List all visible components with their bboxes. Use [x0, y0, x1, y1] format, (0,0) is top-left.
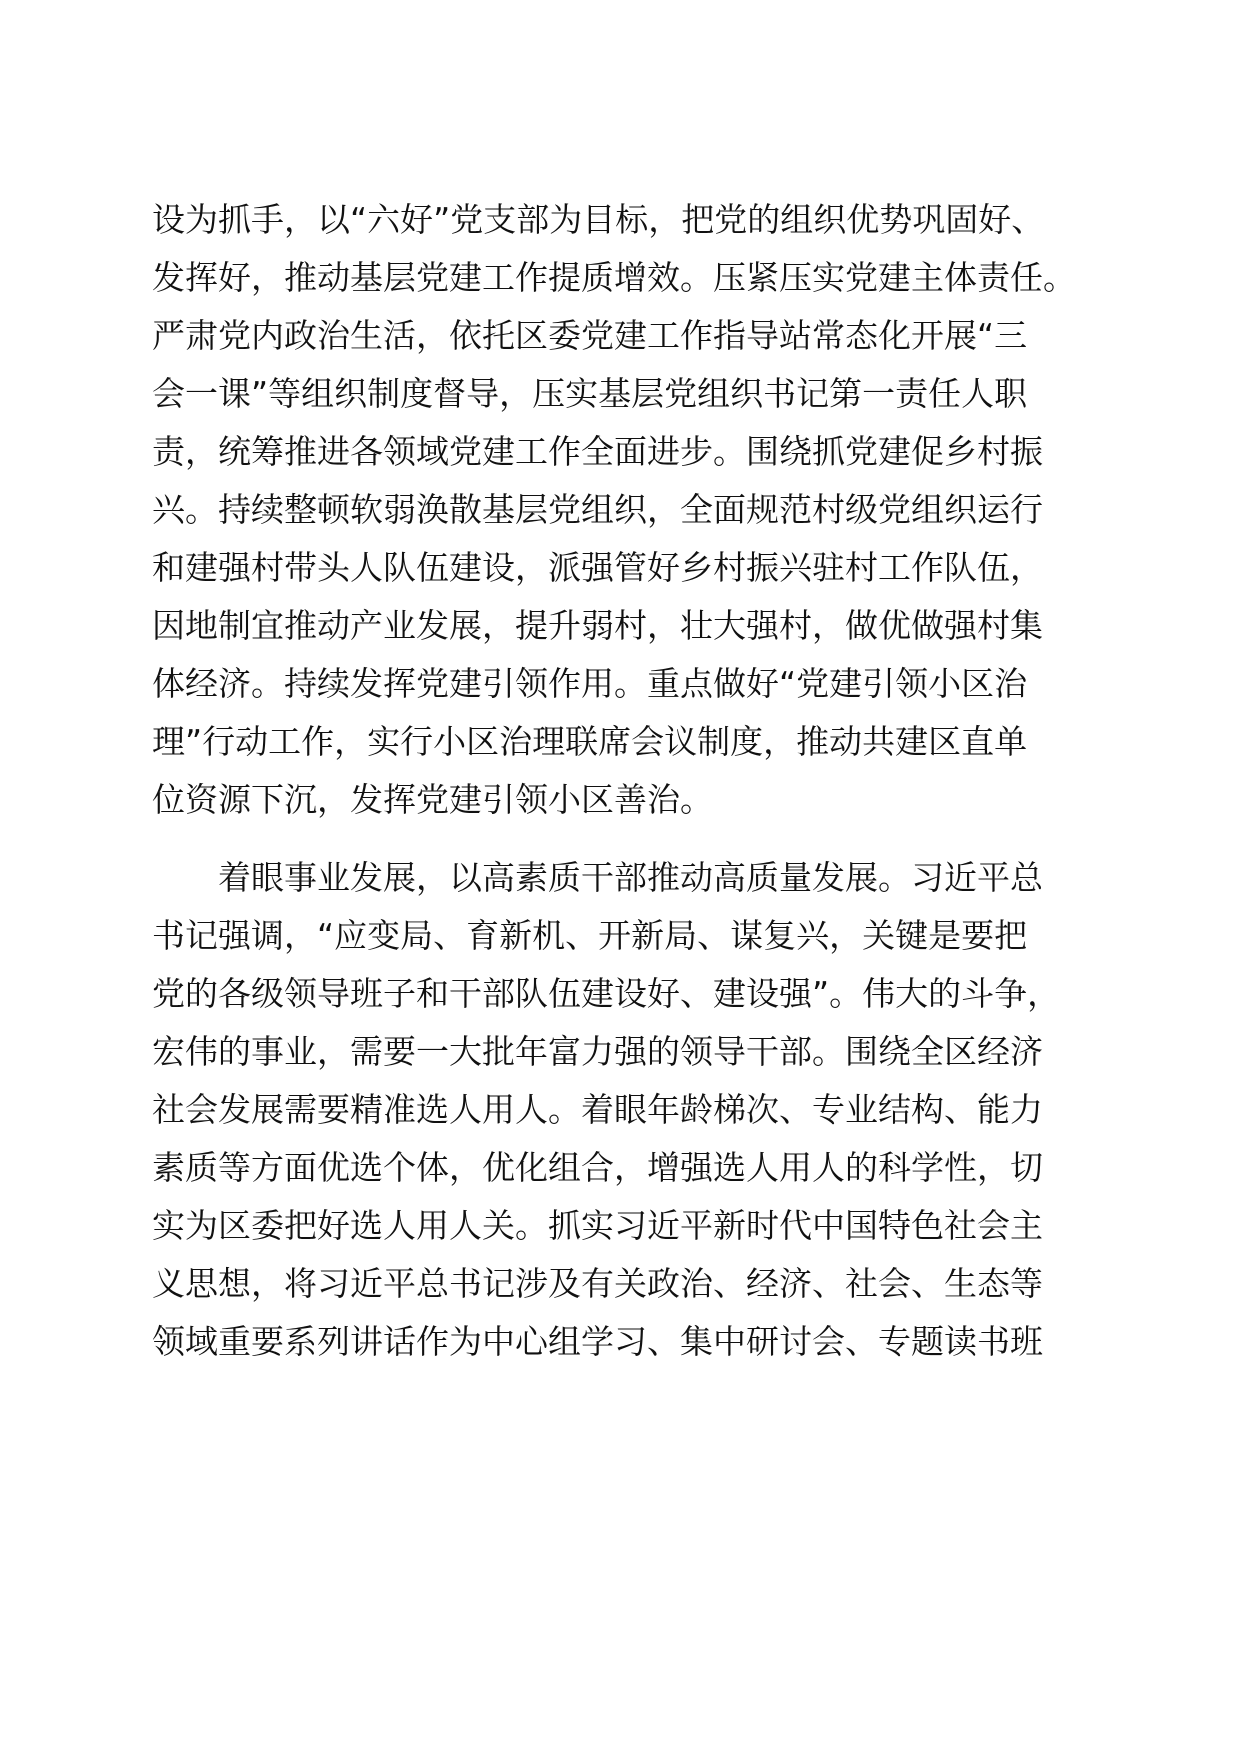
text-line: 理”行动工作，实行小区治理联席会议制度，推动共建区直单 [152, 722, 1028, 761]
text-line: 着眼事业发展，以高素质干部推动高质量发展。习近平总 [218, 858, 1043, 897]
text-line: 义思想，将习近平总书记涉及有关政治、经济、社会、生态等 [152, 1264, 1043, 1303]
text-line: 实为区委把好选人用人关。抓实习近平新时代中国特色社会主 [152, 1206, 1043, 1245]
text-line: 责，统筹推进各领域党建工作全面进步。围绕抓党建促乡村振 [152, 432, 1043, 471]
text-line: 因地制宜推动产业发展，提升弱村，壮大强村，做优做强村集 [152, 606, 1043, 645]
text-line: 严肃党内政治生活，依托区委党建工作指导站常态化开展“三 [152, 316, 1028, 355]
text-line: 党的各级领导班子和干部队伍建设好、建设强”。伟大的斗争， [152, 974, 1061, 1013]
text-line: 设为抓手，以“六好”党支部为目标，把党的组织优势巩固好、 [152, 200, 1045, 239]
text-line: 素质等方面优选个体，优化组合，增强选人用人的科学性，切 [152, 1148, 1043, 1187]
text-line: 书记强调，“应变局、育新机、开新局、谋复兴，关键是要把 [152, 916, 1028, 955]
text-line: 社会发展需要精准选人用人。着眼年龄梯次、专业结构、能力 [152, 1090, 1043, 1129]
text-line: 发挥好，推动基层党建工作提质增效。压紧压实党建主体责任。 [152, 258, 1076, 297]
text-line: 位资源下沉，发挥党建引领小区善治。 [152, 780, 713, 819]
text-line: 宏伟的事业，需要一大批年富力强的领导干部。围绕全区经济 [152, 1032, 1043, 1071]
text-line: 体经济。持续发挥党建引领作用。重点做好“党建引领小区治 [152, 664, 1028, 703]
text-line: 兴。持续整顿软弱涣散基层党组织，全面规范村级党组织运行 [152, 490, 1043, 529]
text-line: 领域重要系列讲话作为中心组学习、集中研讨会、专题读书班 [152, 1322, 1043, 1361]
text-line: 和建强村带头人队伍建设，派强管好乡村振兴驻村工作队伍， [152, 548, 1043, 587]
text-line: 会一课”等组织制度督导，压实基层党组织书记第一责任人职 [152, 374, 1028, 413]
